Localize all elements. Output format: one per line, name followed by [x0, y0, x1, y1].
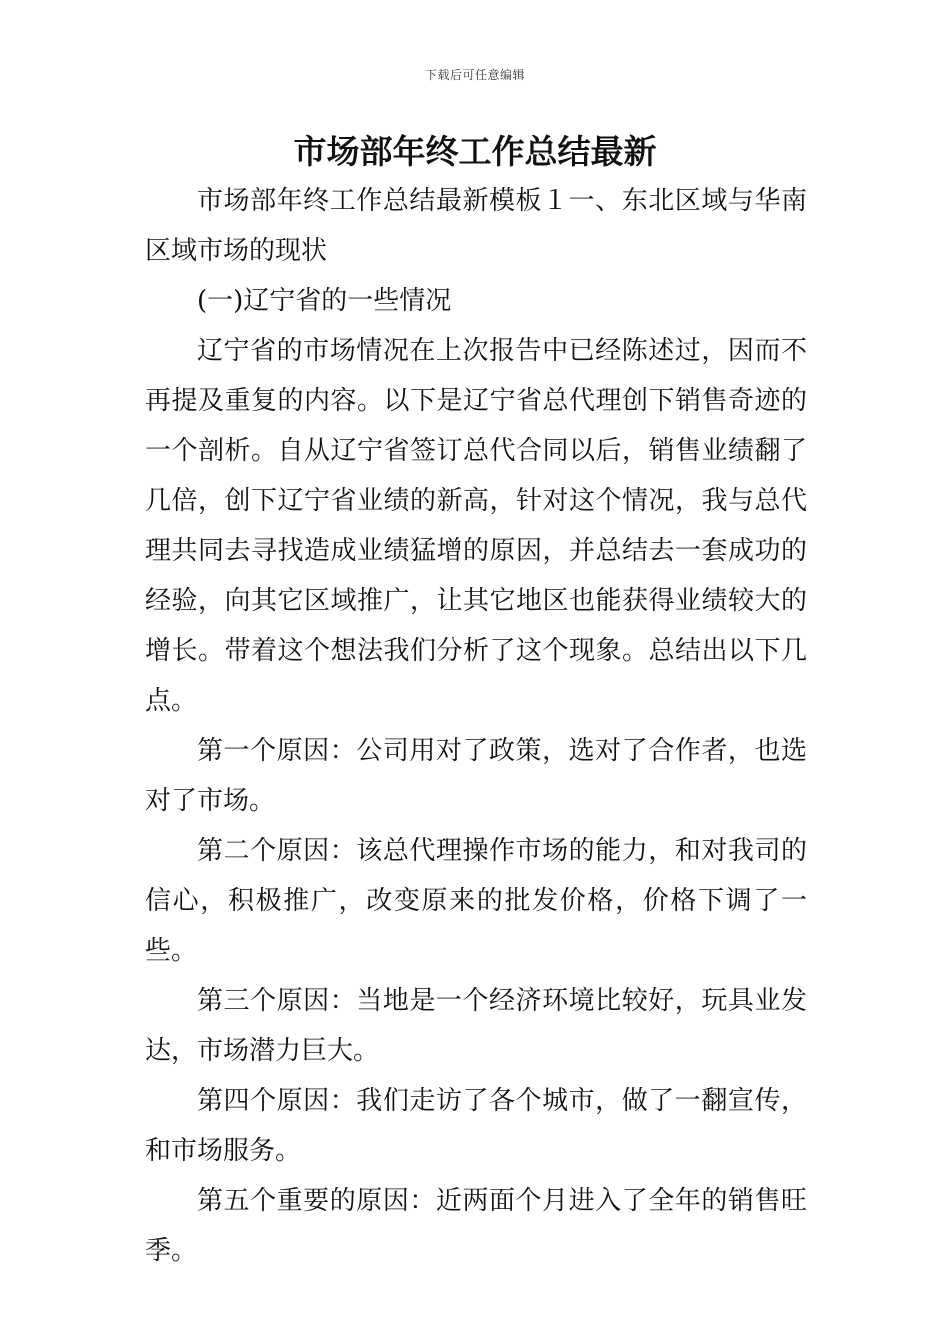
paragraph-liaoning-analysis: 辽宁省的市场情况在上次报告中已经陈述过，因而不再提及重复的内容。以下是辽宁省总代理创下销售奇迹的一个剖析。自从辽宁省签订总代合同以后，销售业绩翻了几倍，创下辽宁省业绩的新高，针对这个情况，我与总代理共同去寻找造成业绩猛增的原因，并总结去一套成功的经验，向其它区域推广，让其它地区也能获得业绩较大的增长。带着这个想法我们分析了这个现象。总结出以下几点。 [145, 336, 807, 716]
paragraph-reason-3: 第三个原因：当地是一个经济环境比较好，玩具业发达，市场潜力巨大。 [145, 986, 807, 1066]
paragraph-reason-1: 第一个原因：公司用对了政策，选对了合作者，也选对了市场。 [145, 736, 807, 816]
paragraph-section-heading: (一)辽宁省的一些情况 [197, 286, 452, 316]
document-title: 市场部年终工作总结最新 [293, 132, 657, 171]
header-note: 下载后可任意编辑 [424, 68, 525, 82]
paragraph-intro: 市场部年终工作总结最新模板１一、东北区域与华南区域市场的现状 [145, 186, 807, 266]
paragraph-reason-4: 第四个原因：我们走访了各个城市，做了一翻宣传，和市场服务。 [145, 1086, 807, 1166]
paragraph-reason-2: 第二个原因：该总代理操作市场的能力，和对我司的信心，积极推广，改变原来的批发价格，价格下调了一些。 [145, 836, 807, 966]
paragraph-reason-5: 第五个重要的原因：近两面个月进入了全年的销售旺季。 [145, 1186, 807, 1266]
document-body [145, 176, 807, 1276]
